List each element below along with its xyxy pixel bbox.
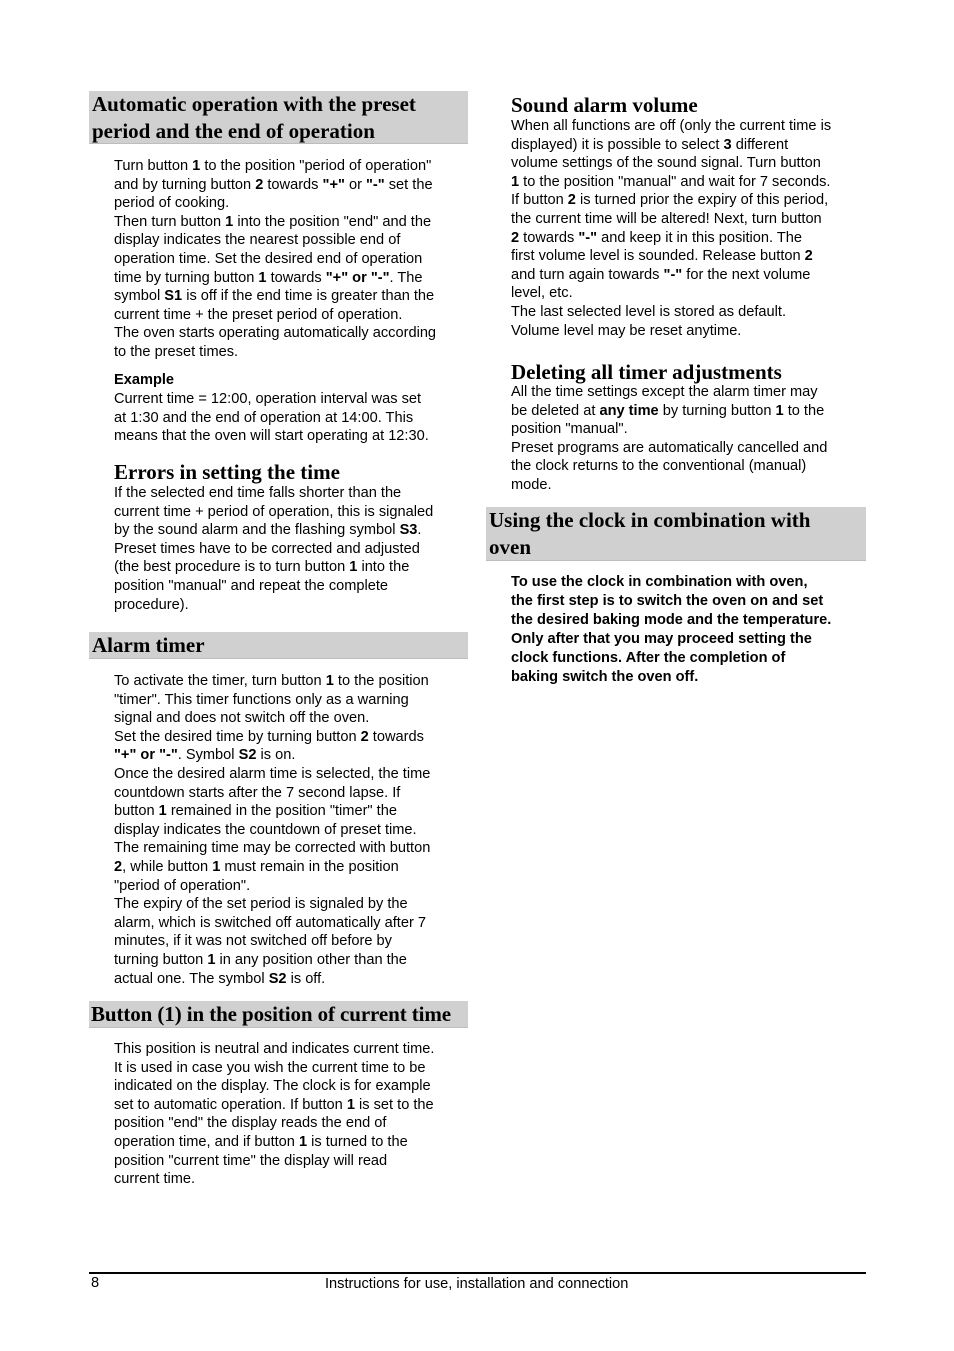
text-line: position "current time" the display will read — [114, 1152, 388, 1169]
text-line: clock functions. After the completion of — [511, 650, 786, 666]
text-line: The expiry of the set period is signaled by the — [114, 896, 408, 913]
text-line: at 1:30 and the end of operation at 14:00. This — [114, 409, 414, 426]
text-line: current time. — [114, 1171, 196, 1188]
section-heading-current-time: Button (1) in the position of current time — [89, 1001, 468, 1028]
text-line: turning button 1 in any position other than the — [114, 951, 407, 968]
text-line: first volume level is sounded. Release button 2 — [511, 248, 813, 265]
text-line: time by turning button 1 towards "+" or "-". The — [114, 269, 423, 286]
text-line: Once the desired alarm time is selected, the time — [114, 765, 431, 782]
heading-deleting-adjustments: Deleting all timer adjustments — [511, 360, 782, 384]
heading-line: Using the clock in combination with — [489, 508, 811, 532]
text-line: If button 2 is turned prior the expiry of this period, — [511, 192, 829, 209]
current-time-text — [114, 1040, 434, 1189]
text-line: the current time will be altered! Next, turn button — [511, 210, 822, 227]
text-line: display indicates the nearest possible end of — [114, 232, 401, 249]
text-line: procedure). — [114, 596, 189, 613]
text-line: operation time, and if button 1 is turned to the — [114, 1133, 408, 1150]
text-line: current time + period of operation, this is signaled — [114, 503, 434, 520]
text-line: 1 to the position "manual" and wait for 7 seconds. — [511, 173, 831, 190]
footer-rule — [89, 1272, 866, 1274]
page-number: 8 — [91, 1275, 100, 1291]
text-line: "+" or "-". Symbol S2 is on. — [114, 747, 296, 764]
text-line: Current time = 12:00, operation interval was set — [114, 391, 422, 407]
text-line: "timer". This timer functions only as a warning — [114, 691, 409, 708]
text-line: button 1 remained in the position "timer" the — [114, 803, 397, 820]
text-line: All the time settings except the alarm timer may — [511, 384, 818, 400]
heading-line: Automatic operation with the preset — [92, 92, 416, 116]
clock-with-oven-text — [511, 573, 831, 687]
text-line: Preset programs are automatically cancelled and — [511, 439, 828, 456]
text-line: volume settings of the sound signal. Turn button — [511, 155, 821, 172]
text-line: position "manual". — [511, 421, 628, 438]
text-line: signal and does not switch off the oven. — [114, 710, 370, 727]
text-line: position "manual" and repeat the complete — [114, 577, 389, 594]
text-line: Preset times have to be corrected and adjusted — [114, 540, 420, 557]
text-line: level, etc. — [511, 285, 573, 302]
text-line: minutes, if it was not switched off before by — [114, 933, 392, 950]
errors-text — [114, 484, 433, 614]
heading-line: oven — [489, 535, 531, 559]
text-line: When all functions are off (only the current time is — [511, 118, 832, 134]
text-line: position "end" the display reads the end of — [114, 1115, 387, 1132]
text-line: Only after that you may proceed setting the — [511, 631, 812, 647]
example-text — [114, 390, 429, 446]
text-line: displayed) it is possible to select 3 different — [511, 136, 789, 153]
text-line: "period of operation". — [114, 877, 251, 894]
section-heading-clock-with-oven — [486, 507, 866, 561]
text-line: Set the desired time by turning button 2 towards — [114, 728, 424, 745]
text-line: (the best procedure is to turn button 1 into the — [114, 559, 410, 576]
text-line: indicated on the display. The clock is for example — [114, 1078, 431, 1095]
text-line: display indicates the countdown of preset time. — [114, 821, 417, 838]
sound-alarm-text — [511, 117, 831, 340]
section-heading-automatic-operation — [89, 91, 468, 144]
text-line: actual one. The symbol S2 is off. — [114, 970, 326, 987]
text-line: the desired baking mode and the temperature. — [511, 612, 832, 628]
text-line: countdown starts after the 7 second lapse. If — [114, 784, 401, 801]
text-line: baking switch the oven off. — [511, 669, 699, 685]
text-line: The oven starts operating automatically according — [114, 325, 437, 342]
text-line: by the sound alarm and the flashing symbol S3. — [114, 522, 422, 539]
text-line: set to automatic operation. If button 1 is set to the — [114, 1096, 434, 1113]
text-line: This position is neutral and indicates current time. — [114, 1041, 435, 1057]
deleting-text — [511, 383, 827, 495]
text-line: Turn button 1 to the position "period of operation" — [114, 158, 432, 174]
text-line: 2, while button 1 must remain in the position — [114, 858, 399, 875]
text-line: means that the oven will start operating at 12:30. — [114, 428, 429, 445]
heading-sound-alarm-volume: Sound alarm volume — [511, 93, 698, 117]
automatic-operation-text — [114, 157, 436, 362]
text-line: alarm, which is switched off automatically after 7 — [114, 914, 427, 931]
text-line: the clock returns to the conventional (manual) — [511, 458, 807, 475]
text-line: If the selected end time falls shorter than the — [114, 485, 402, 501]
text-line: be deleted at any time by turning button 1 to the — [511, 402, 825, 419]
text-line: current time + the preset period of operation. — [114, 306, 403, 323]
text-line: It is used in case you wish the current time to be — [114, 1059, 426, 1076]
example-label: Example — [114, 372, 175, 388]
text-line: and turn again towards "-" for the next volume — [511, 266, 811, 283]
text-line: symbol S1 is off if the end time is greater than the — [114, 288, 435, 305]
text-line: mode. — [511, 476, 552, 493]
text-line: Volume level may be reset anytime. — [511, 322, 742, 339]
text-line: to the preset times. — [114, 343, 239, 360]
footer-text: Instructions for use, installation and connection — [325, 1276, 629, 1292]
text-line: Then turn button 1 into the position "end" and the — [114, 213, 432, 230]
text-line: To activate the timer, turn button 1 to the position — [114, 673, 429, 689]
text-line: operation time. Set the desired end of operation — [114, 250, 423, 267]
text-line: 2 towards "-" and keep it in this position. The — [511, 229, 803, 246]
section-heading-alarm-timer: Alarm timer — [89, 632, 468, 659]
text-line: and by turning button 2 towards "+" or "-" set the — [114, 176, 433, 193]
text-line: The last selected level is stored as default. — [511, 303, 786, 320]
heading-line: period and the end of operation — [92, 119, 375, 143]
alarm-timer-text — [114, 672, 430, 988]
text-line: the first step is to switch the oven on and set — [511, 593, 824, 609]
text-line: period of cooking. — [114, 195, 230, 212]
text-line: To use the clock in combination with oven, — [511, 574, 808, 590]
text-line: The remaining time may be corrected with button — [114, 840, 431, 857]
heading-errors-in-setting-time: Errors in setting the time — [114, 460, 340, 484]
